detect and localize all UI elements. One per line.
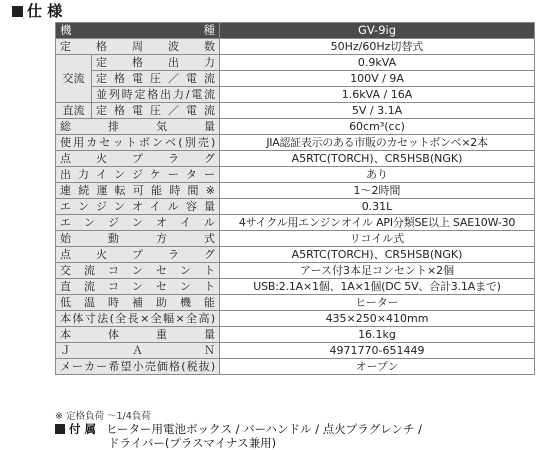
- row-value: 4971770-651449: [220, 343, 535, 359]
- row-value: オープン: [220, 359, 535, 375]
- row-label: 定 格 出 力: [92, 55, 220, 71]
- row-value: リコイル式: [220, 231, 535, 247]
- row-label: 連続運転可能時間※: [56, 183, 220, 199]
- row-value: ヒーター: [220, 295, 535, 311]
- row-value: USB:2.1A×1個、1A×1個(DC 5V、合計3.1Aまで): [220, 279, 535, 295]
- accessories-line-2: ドライバー(プラスマイナス兼用): [108, 436, 277, 450]
- row-label: 定格電圧／電流: [92, 71, 220, 87]
- table-row: [56, 135, 535, 151]
- row-value: 0.9kVA: [220, 55, 535, 71]
- table-row: [56, 279, 535, 295]
- row-value: 1.6kVA / 16A: [220, 87, 535, 103]
- row-value: 0.31L: [220, 199, 535, 215]
- row-label: 直 流 コ ン セ ン ト: [56, 279, 220, 295]
- row-value: アース付3本足コンセント×2個: [220, 263, 535, 279]
- accessories-heading: 付 属: [69, 422, 97, 436]
- row-label: 総 排 気 量: [56, 119, 220, 135]
- row-value: 5V / 3.1A: [220, 103, 535, 119]
- table-header-row: [56, 23, 535, 39]
- row-label: メーカー希望小売価格(税抜): [56, 359, 220, 375]
- row-label: 出力インジケーター: [56, 167, 220, 183]
- row-value: A5RTC(TORCH)、CR5HSB(NGK): [220, 247, 535, 263]
- row-value: 4サイクル用エンジンオイル API分類SE以上 SAE10W-30: [220, 215, 535, 231]
- row-value: 60cm³(cc): [220, 119, 535, 135]
- accessories-block: [55, 422, 422, 450]
- row-value: 100V / 9A: [220, 71, 535, 87]
- table-row: [56, 103, 535, 119]
- row-label: 定格電圧／電流: [92, 103, 220, 119]
- table-row: [56, 247, 535, 263]
- header-label: 機 種: [56, 23, 220, 39]
- table-row: [56, 167, 535, 183]
- row-label: Ｊ Ａ Ｎ: [56, 343, 220, 359]
- accessories-line-1: [55, 422, 422, 436]
- header-model: GV-9ig: [220, 23, 535, 39]
- table-row: [56, 359, 535, 375]
- row-label: 使用カセットボンベ(別売): [56, 135, 220, 151]
- row-label: 交 流 コ ン セ ン ト: [56, 263, 220, 279]
- table-row: [56, 119, 535, 135]
- row-label: 点 火 プ ラ グ: [56, 151, 220, 167]
- square-bullet-icon: [55, 424, 65, 434]
- row-label: 本体寸法(全長×全幅×全高): [56, 311, 220, 327]
- row-value: A5RTC(TORCH)、CR5HSB(NGK): [220, 151, 535, 167]
- spec-title-text: 仕 様: [27, 2, 63, 20]
- row-value: 435×250×410mm: [220, 311, 535, 327]
- table-row: [56, 311, 535, 327]
- footnote: ※ 定格負荷 ～1/4負荷: [55, 411, 151, 422]
- table-row: [56, 263, 535, 279]
- row-label: エンジンオイル容量: [56, 199, 220, 215]
- spec-section-title: [12, 0, 62, 22]
- group-label-ac: 交流: [56, 55, 92, 103]
- table-row: [56, 55, 535, 71]
- accessories-text-1: ヒーター用電池ボックス / バーハンドル / 点火プラグレンチ /: [106, 422, 422, 436]
- table-row: [56, 199, 535, 215]
- spec-table: [55, 22, 535, 375]
- row-label: 本 体 重 量: [56, 327, 220, 343]
- table-row: [56, 87, 535, 103]
- row-value: 16.1kg: [220, 327, 535, 343]
- row-label: 定 格 周 波 数: [56, 39, 220, 55]
- table-row: [56, 295, 535, 311]
- row-label: 並列時定格出力/電流: [92, 87, 220, 103]
- table-row: [56, 39, 535, 55]
- row-value: 50Hz/60Hz切替式: [220, 39, 535, 55]
- table-row: [56, 215, 535, 231]
- table-row: [56, 183, 535, 199]
- row-value: あり: [220, 167, 535, 183]
- row-label: 始 動 方 式: [56, 231, 220, 247]
- table-row: [56, 327, 535, 343]
- row-label: 点 火 プ ラ グ: [56, 247, 220, 263]
- row-value: 1～2時間: [220, 183, 535, 199]
- table-row: [56, 343, 535, 359]
- square-bullet-icon: [12, 6, 23, 17]
- table-row: [56, 151, 535, 167]
- table-row: [56, 231, 535, 247]
- row-value: JIA認証表示のある市販のカセットボンベ×2本: [220, 135, 535, 151]
- table-row: [56, 71, 535, 87]
- row-label: 低 温 時 補 助 機 能: [56, 295, 220, 311]
- group-label-dc: 直流: [56, 103, 92, 119]
- row-label: エ ン ジ ン オ イ ル: [56, 215, 220, 231]
